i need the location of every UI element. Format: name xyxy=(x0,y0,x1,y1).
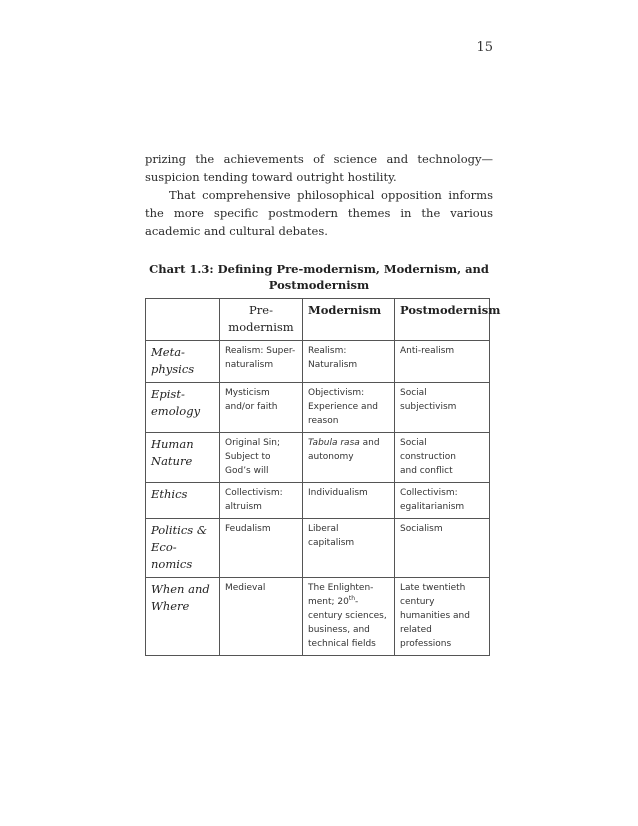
cell-modernism: The Enlighten- ment; 20th- century sciences, business, and technical fields xyxy=(303,578,395,656)
cell-postmodernism: Collectivism: egalitarianism xyxy=(395,483,490,519)
table-header-row xyxy=(146,299,490,341)
comparison-table xyxy=(145,298,501,656)
cell-postmodernism: Socialism xyxy=(395,519,490,578)
cell-postmodernism: Late twentieth century humanities and related professions xyxy=(395,578,490,656)
cell-postmodernism: Social construction and conflict xyxy=(395,433,490,483)
cell-premodernism: Collectivism: altruism xyxy=(220,483,303,519)
ordinal-superscript: th xyxy=(348,595,356,602)
cell-premodernism: Medieval xyxy=(220,578,303,656)
chart-title-line-1: Chart 1.3: Defining Pre-modernism, Modernism, and xyxy=(149,262,489,276)
cell-modernism: Tabula rasa and autonomy xyxy=(303,433,395,483)
table-row xyxy=(146,483,490,519)
cell-modernism: Individualism xyxy=(303,483,395,519)
header-premodernism: Pre- modernism xyxy=(220,299,303,341)
table-row xyxy=(146,578,490,656)
cell-modernism: Realism: Naturalism xyxy=(303,341,395,383)
table-row xyxy=(146,383,490,433)
table-row xyxy=(146,433,490,483)
paragraph-continuation: prizing the achievements of science and technology—suspicion tending toward outright hostility. xyxy=(145,152,493,184)
header-empty-cell xyxy=(146,299,220,341)
chart-title-line-2: Postmodernism xyxy=(268,278,370,292)
latin-term: Tabula rasa xyxy=(308,438,360,448)
cell-premodernism: Mysticism and/or faith xyxy=(220,383,303,433)
row-label: Meta- physics xyxy=(146,341,220,383)
cell-postmodernism: Anti-realism xyxy=(395,341,490,383)
cell-premodernism: Feudalism xyxy=(220,519,303,578)
cell-postmodernism: Social subjectivism xyxy=(395,383,490,433)
cell-premodernism: Original Sin; Subject to God’s will xyxy=(220,433,303,483)
row-label: Ethics xyxy=(146,483,220,519)
cell-modernism: Objectivism: Experience and reason xyxy=(303,383,395,433)
header-modernism: Modernism xyxy=(303,299,395,341)
paragraph: That comprehensive philosophical opposition informs the more specific postmodern themes in the various academic and cultural debates. xyxy=(145,188,493,238)
row-label: When and Where xyxy=(146,578,220,656)
cell-premodernism: Realism: Super- naturalism xyxy=(220,341,303,383)
body-text xyxy=(145,150,493,240)
page-number: 15 xyxy=(476,40,493,55)
row-label: Epist- emology xyxy=(146,383,220,433)
row-label: Human Nature xyxy=(146,433,220,483)
table-row xyxy=(146,341,490,383)
table-row xyxy=(146,519,490,578)
chart-title xyxy=(145,261,493,293)
row-label: Politics & Eco- nomics xyxy=(146,519,220,578)
header-postmodernism: Postmodernism xyxy=(395,299,490,341)
cell-modernism: Liberal capitalism xyxy=(303,519,395,578)
